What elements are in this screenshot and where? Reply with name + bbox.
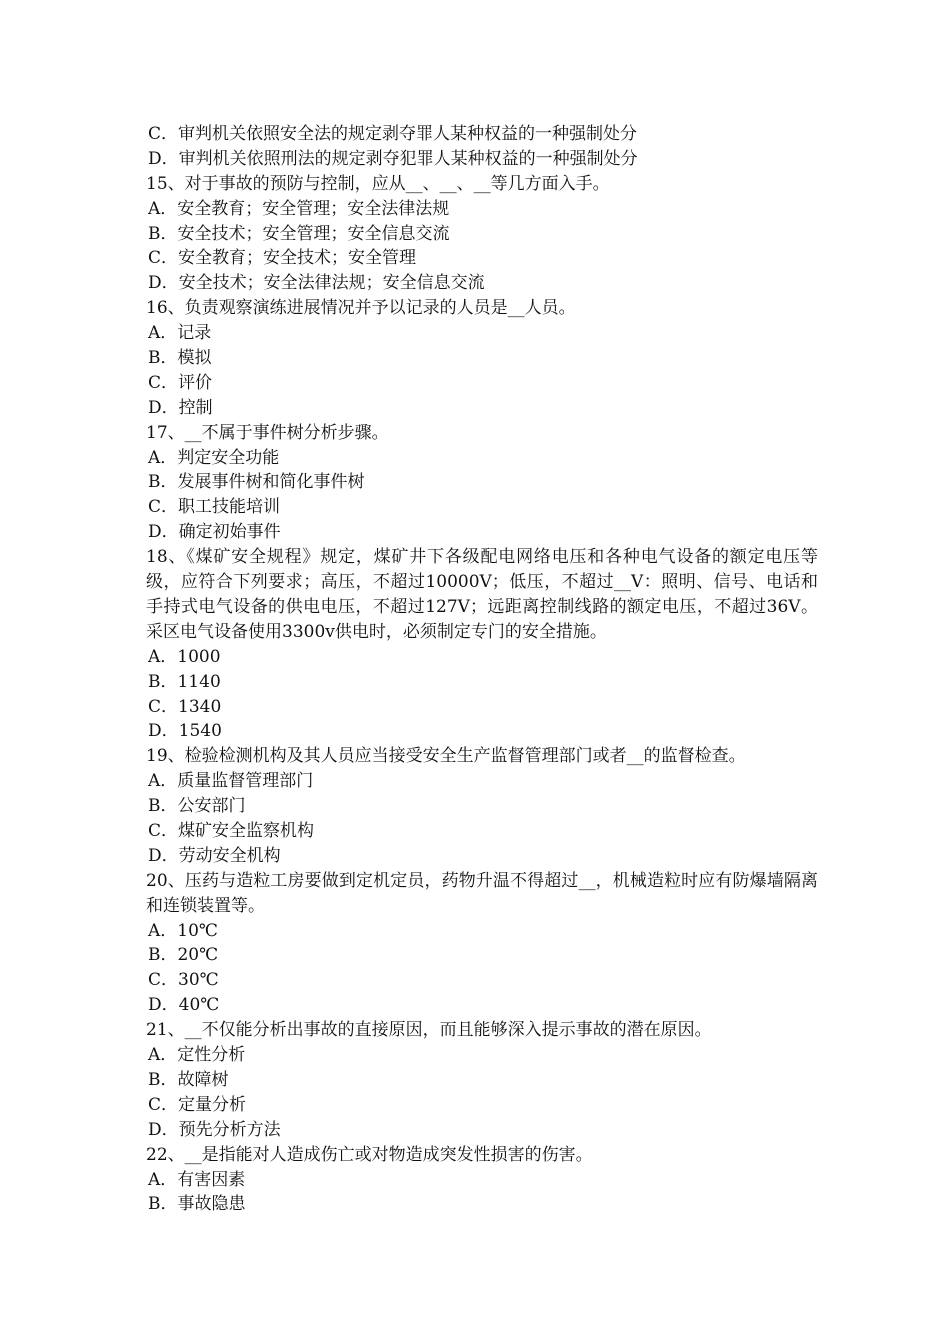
q17-option-a: A．判定安全功能 [148, 447, 280, 468]
q16-option-c: C．评价 [148, 372, 213, 393]
q16-option-b: B．模拟 [148, 348, 212, 369]
q18-option-c: C．1340 [148, 696, 222, 717]
q22-option-b: B．事故隐患 [148, 1194, 246, 1215]
option-d-prev-question: D．审判机关依照刑法的规定剥夺犯罪人某种权益的一种强制处分 [148, 148, 638, 169]
q21-option-c: C．定量分析 [148, 1094, 247, 1115]
q19-option-b: B．公安部门 [148, 796, 246, 817]
q20-option-a: A．10℃ [148, 920, 218, 941]
q22-option-a: A．有害因素 [148, 1169, 246, 1190]
q17-option-d: D．确定初始事件 [148, 522, 281, 543]
question-20: 20、压药与造粒工房要做到定机定员，药物升温不得超过__，机械造粒时应有防爆墙隔离和连锁装置等。 [146, 870, 818, 916]
q18-option-d: D．1540 [148, 721, 222, 742]
q16-option-a: A．记录 [148, 323, 212, 344]
q17-option-c: C．职工技能培训 [148, 497, 281, 518]
q21-option-d: D．预先分析方法 [148, 1119, 281, 1140]
question-19: 19、检验检测机构及其人员应当接受安全生产监督管理部门或者__的监督检查。 [146, 746, 746, 767]
q21-option-b: B．故障树 [148, 1069, 229, 1090]
question-17: 17、__不属于事件树分析步骤。 [146, 422, 389, 443]
question-22: 22、__是指能对人造成伤亡或对物造成突发性损害的伤害。 [146, 1144, 593, 1165]
q15-option-a: A．安全教育；安全管理；安全法律法规 [148, 198, 450, 219]
q15-option-b: B．安全技术；安全管理；安全信息交流 [148, 223, 450, 244]
q18-option-b: B．1140 [148, 671, 221, 692]
q18-option-a: A．1000 [148, 646, 221, 667]
q21-option-a: A．定性分析 [148, 1045, 246, 1066]
option-c-prev-question: C．审判机关依照安全法的规定剥夺罪人某种权益的一种强制处分 [148, 124, 638, 144]
document-body [146, 122, 818, 1217]
question-16: 16、负责观察演练进展情况并予以记录的人员是__人员。 [146, 298, 576, 319]
q19-option-d: D．劳动安全机构 [148, 845, 281, 866]
q20-option-c: C．30℃ [148, 970, 219, 991]
question-21: 21、__不仅能分析出事故的直接原因，而且能够深入提示事故的潜在原因。 [146, 1020, 712, 1041]
q15-option-d: D．安全技术；安全法律法规；安全信息交流 [148, 273, 485, 294]
q19-option-a: A．质量监督管理部门 [148, 771, 314, 792]
q15-option-c: C．安全教育；安全技术；安全管理 [148, 248, 417, 269]
question-15: 15、对于事故的预防与控制，应从__、__、__等几方面入手。 [146, 173, 610, 194]
q20-option-b: B．20℃ [148, 945, 219, 966]
question-18: 18、《煤矿安全规程》规定，煤矿井下各级配电网络电压和各种电气设备的额定电压等级，应符合下列要求；高压，不超过10000V；低压，不超过__V：照明、信号、电话和手持式电气设备的供电电压，不超过127V；远距离控制线路的额定电压，不超过36V。采区电气设备使用3300v供电时，必须制定专门的安全措施。 [146, 547, 818, 642]
q20-option-d: D．40℃ [148, 995, 220, 1016]
q16-option-d: D．控制 [148, 397, 213, 418]
q19-option-c: C．煤矿安全监察机构 [148, 821, 315, 841]
q17-option-b: B．发展事件树和简化事件树 [148, 472, 365, 493]
